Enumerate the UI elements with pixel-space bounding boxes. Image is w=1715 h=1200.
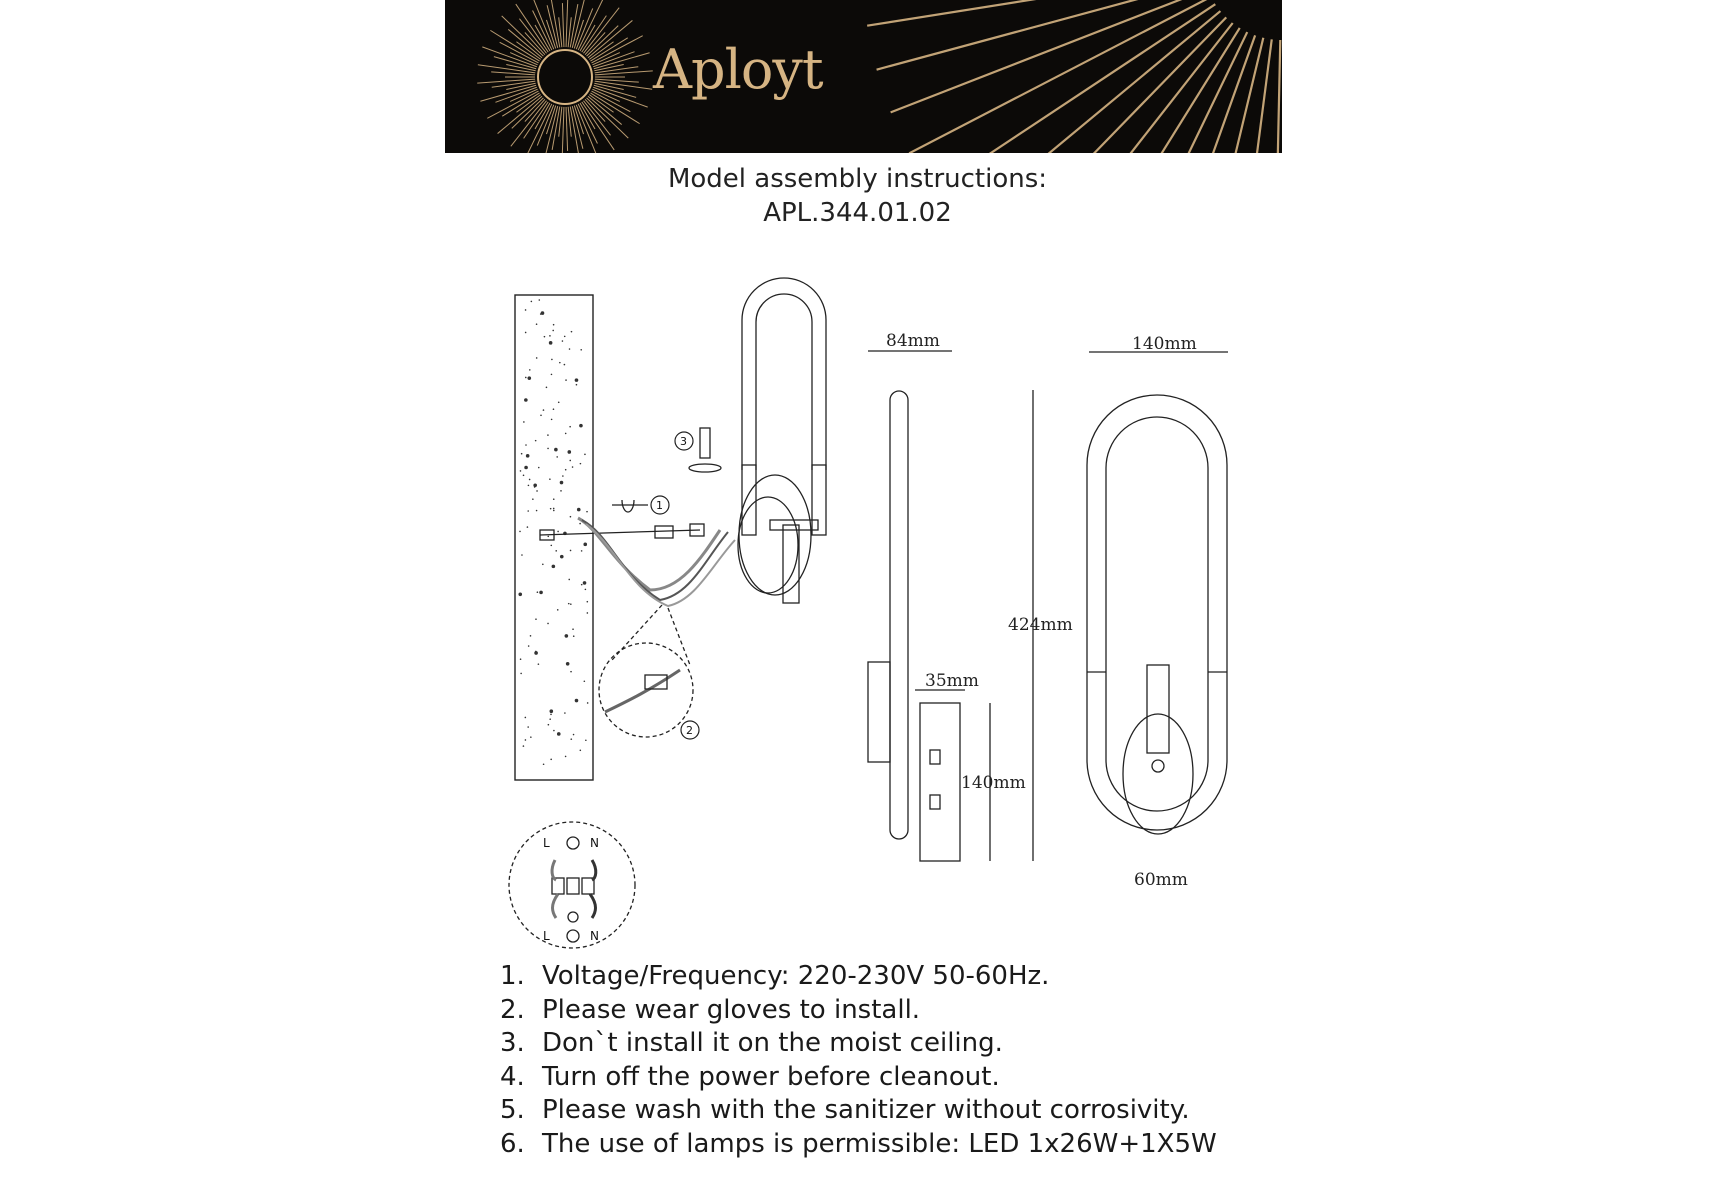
model-number: APL.344.01.02 [763,198,952,228]
dimension-plate-height: 140mm [961,773,1026,793]
list-item: 4. Turn off the power before cleanout. [500,1061,1000,1092]
step-label-2: 2 [686,724,693,737]
list-item: 1. Voltage/Frequency: 220-230V 50-60Hz. [500,961,1050,991]
list-item: 5. Please wash with the sanitizer without corrosivity. [500,1095,1190,1126]
step-label-3: 3 [680,435,687,448]
brand-logo: Aployt [653,38,823,101]
dimension-plate-width: 60mm [1134,870,1188,890]
step-label-1: 1 [656,499,663,512]
mounting-bolt [655,526,673,538]
wire-label-neutral-bottom: N [590,929,599,943]
wiring-detail [509,822,635,948]
wire-label-live-bottom: L [543,929,550,943]
list-item: 6. The use of lamps is permissible: LED 1x26W+1X5W [500,1128,1217,1159]
dimension-wall-offset: 35mm [925,671,979,691]
ground-icon [567,930,579,942]
instructions-list [500,960,1217,1162]
dimension-side-depth: 84mm [886,331,940,351]
page-title: Model assembly instructions: [667,164,1048,194]
list-item: 3. Don`t install it on the moist ceiling. [500,1028,1003,1059]
wire-label-neutral-top: N [590,836,599,850]
wire-label-live-top: L [543,836,550,850]
list-item: 2. Please wear gloves to install. [500,994,921,1025]
dimension-front-width: 140mm [1132,334,1197,354]
rotate-arrow-icon [622,500,634,512]
ground-icon [567,837,579,849]
dimension-height: 424mm [1008,615,1073,635]
installation-view [540,278,826,737]
front-view [1087,352,1228,834]
